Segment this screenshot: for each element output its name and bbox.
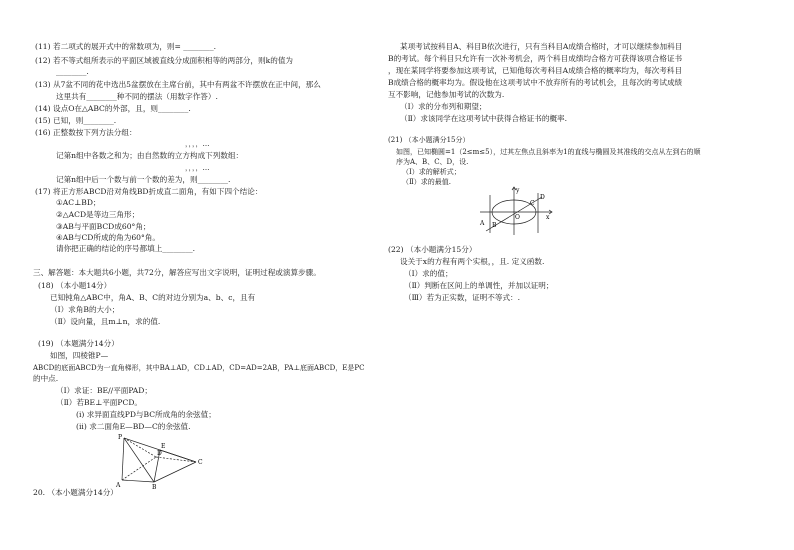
question-20-line-4: B成绩合格的概率均为。假设他在这项考试中不放弃所有的考试机会，且每次的考试成绩 [388,78,683,87]
ellipse-label-a: A [480,220,485,227]
pyramid-label-b: B [152,484,157,490]
question-16-sequence-2: ，，，，… [185,164,210,172]
question-13-cont: 这里共有________种不同的摆法（用数字作答）. [56,92,218,101]
ellipse-label-y: y [516,187,520,194]
question-17-conclusion-3: ③AB与平面BCD成60°角； [56,222,151,231]
question-18-heading: (18) （本小题14分） [38,281,112,290]
question-15: (15) 已知，则________. [35,116,117,125]
question-19-line-3: 的中点. [33,374,59,383]
question-22-part-2: （Ⅱ）判断在区间上的单调性，并加以证明； [404,281,554,290]
question-16-line-2: 记第n组中后一个数与前一个数的差为，则________. [56,175,231,184]
question-21-heading: (21) （本小题满分15分） [388,136,470,144]
ellipse-label-o: O [515,214,520,221]
question-16-line-1: 记第n组中各数之和为；由自然数的立方构成下列数组： [56,151,244,160]
question-20-line-5: 互不影响，记他参加考试的次数为. [388,90,505,99]
question-13: (13) 从7盆不同的花中选出5盆摆放在主席台前，其中有两盆不许摆放在正中间，那么 [35,80,321,89]
question-17-conclusion-1: ①AC⊥BD； [56,198,101,207]
ellipse-label-b: B [492,222,497,229]
question-21-line-2: 序为A、B、C、D，设. [396,158,469,166]
ellipse-label-x: x [546,214,550,221]
pyramid-label-c: C [198,459,203,466]
question-20-line-3: ，现在某同学将要参加这项考试，已知他每次考科目A成绩合格的概率均为，每次考科目 [388,66,683,75]
question-14: (14) 设点O在△ABC的外部，且，则________. [35,104,191,113]
pyramid-label-d: D [157,450,162,457]
question-20-line-1: 某项考试按科目A、科目B依次进行，只有当科目A成绩合格时，才可以继续参加科目 [400,42,683,51]
pyramid-label-e: E [161,443,166,450]
question-17-answer: 请你把正确的结论的序号都填上________. [56,244,196,253]
question-19-part-2: （Ⅱ）若BE⊥平面PCD。 [56,398,142,407]
question-19-pyramid-figure [112,432,212,490]
question-21-line-1: 如图，已知椭圆=1（2≤m≤5），过其左焦点且斜率为1的直线与椭圆及其准线的交点从左到右的顺 [396,148,701,156]
question-22-heading: (22) （本小题满分15分） [388,245,477,254]
question-17-conclusion-2: ②△ACD是等边三角形； [56,210,140,219]
question-17: (17) 将正方形ABCD沿对角线BD折成直二面角，有如下四个结论： [35,187,263,196]
question-19-part-2-ii: (ii) 求二面角E—BD—C的余弦值. [76,422,191,431]
question-20-line-2: B的考试。每个科目只允许有一次补考机会，两个科目成绩均合格方可获得该项合格证书 [388,54,683,63]
question-21-part-1: （Ⅰ）求的解析式； [402,168,461,176]
pyramid-label-p: P [118,434,123,441]
question-12: (12) 若不等式组所表示的平面区域被直线分成面积相等的两部分，则k的值为 [35,56,294,65]
question-20-part-2: （Ⅱ）求该同学在这项考试中获得合格证书的概率. [400,114,568,123]
question-18-line-2: （Ⅰ）求角B的大小； [50,305,120,314]
question-11: (11) 若二项式的展开式中的常数项为，则= ________. [35,42,217,51]
question-17-conclusion-4: ④AB与CD所成的角为60°角。 [56,233,160,242]
question-19-part-1: （Ⅰ）求证：BE//平面PAD； [56,386,152,395]
question-22-part-1: （Ⅰ）求的值； [404,269,453,278]
question-22-line-1: 设关于x的方程有两个实根，，且. 定义函数. [400,257,545,266]
question-16-sequence-1: ，，，，… [185,140,210,148]
question-12-blank: ________. [56,67,89,76]
question-16: (16) 正整数按下列方法分组： [35,128,137,137]
question-19-line-1: 如图，四棱锥P— [50,351,109,360]
question-20-part-1: （Ⅰ）求的分布列和期望； [400,102,487,111]
question-18-line-3: （Ⅱ）设向量，且m⊥n，求的值. [50,317,161,326]
question-21-part-2: （Ⅱ）求的最值. [402,178,451,186]
question-19-part-2-i: (i) 求异面直线PD与BC所成角的余弦值； [76,410,216,419]
question-18-line-1: 已知钝角△ABC中，角A、B、C的对边分别为a、b、c，且有 [50,293,256,302]
ellipse-label-c: C [530,200,535,207]
question-21-ellipse-figure [476,185,556,237]
section-3-heading: 三、解答题：本大题共6小题，共72分，解答应写出文字说明，证明过程或演算步骤。 [33,268,321,277]
ellipse-label-d: D [540,194,545,201]
pyramid-label-a: A [116,482,121,489]
question-19-heading: (19) （本题满分14分） [38,339,119,348]
question-22-part-3: （Ⅲ）若为正实数，证明不等式：. [404,293,521,302]
question-20-heading: 20. （本小题满分14分） [33,488,118,497]
question-19-line-2: ABCD的底面ABCD为一直角梯形，其中BA⊥AD，CD⊥AD，CD=AD=2AB，PA⊥底面ABCD，E是PC [33,364,365,372]
